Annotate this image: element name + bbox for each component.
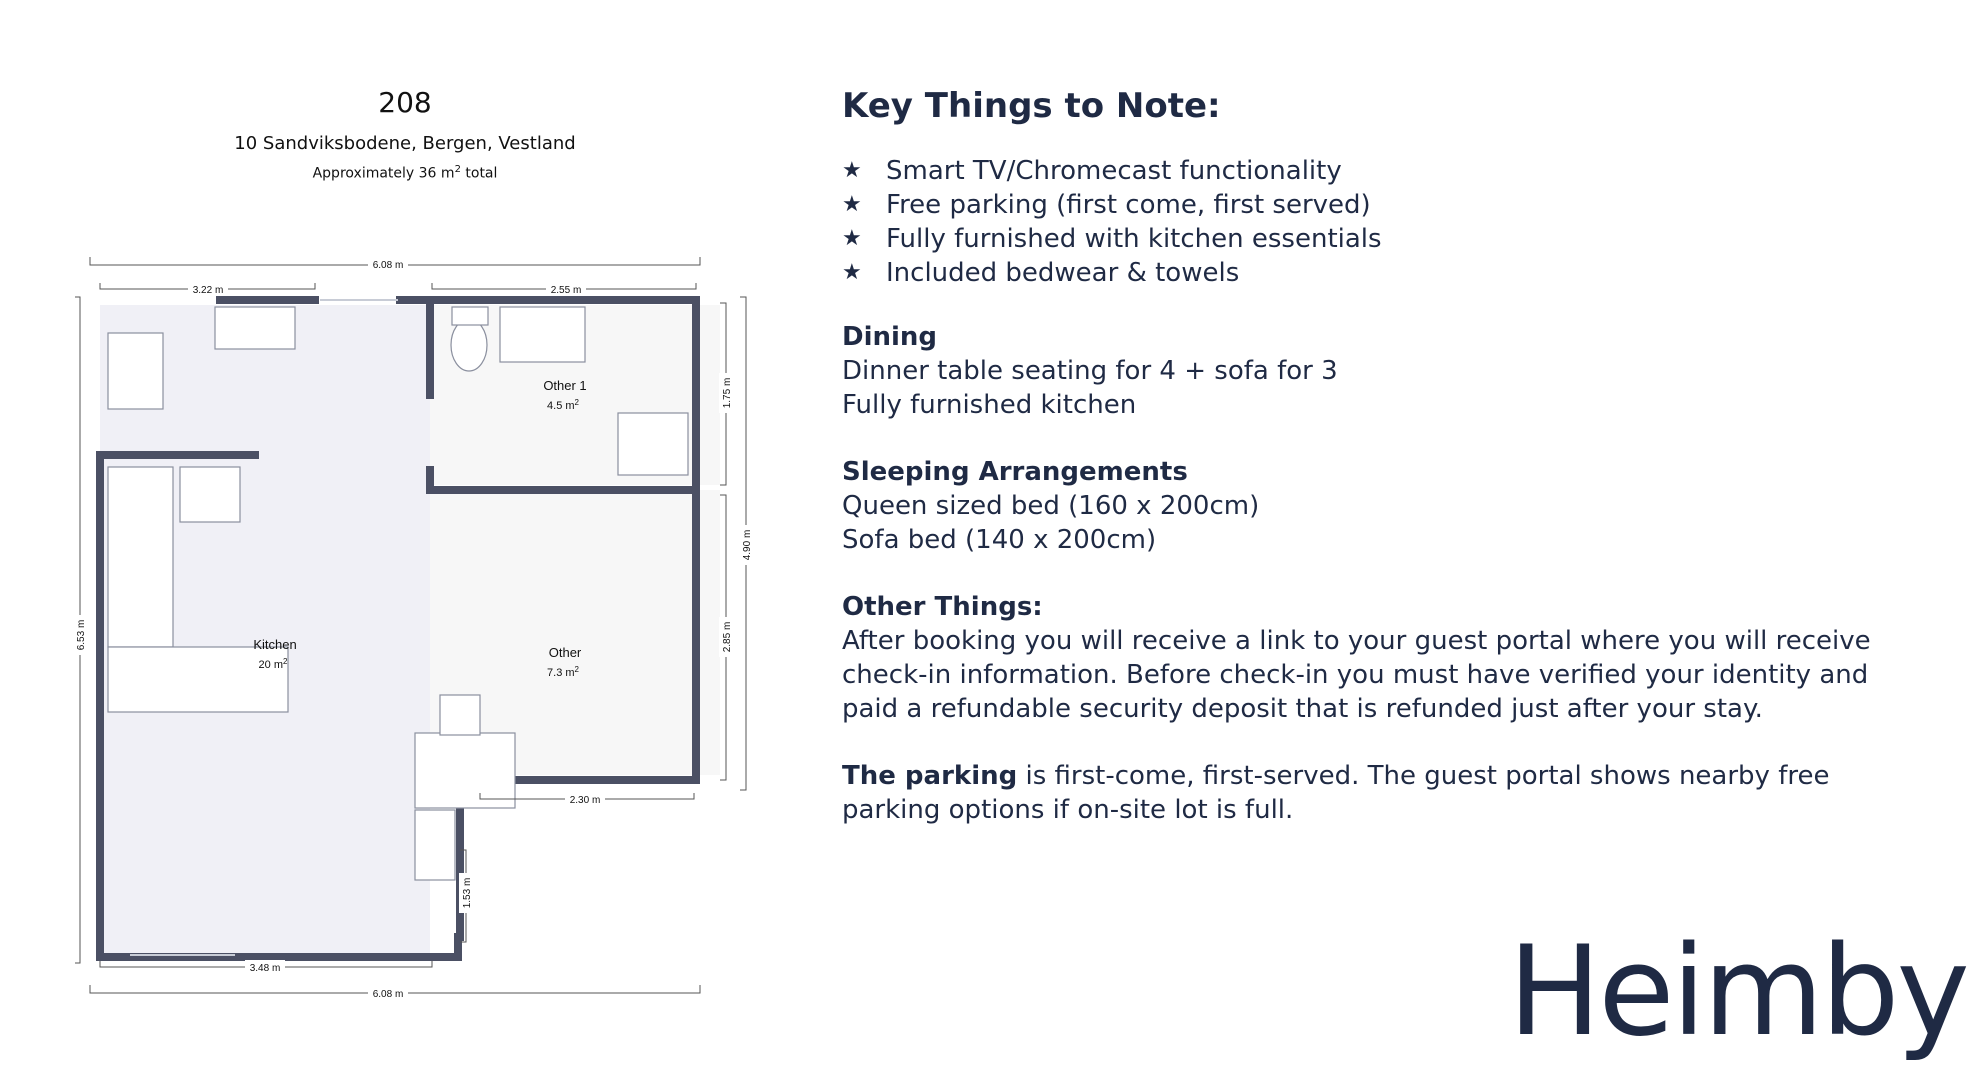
other1-area-value: 4.5 m bbox=[547, 400, 575, 412]
info-panel bbox=[842, 86, 1882, 827]
heimby-logo: Heimby bbox=[1508, 920, 1967, 1064]
toilet-tank bbox=[452, 307, 488, 325]
other-section bbox=[842, 590, 1882, 726]
kitchen-top-counter bbox=[215, 307, 295, 349]
other1-name: Other 1 bbox=[543, 378, 587, 393]
dining-section bbox=[842, 320, 1882, 422]
dim-right-total: 4.90 m bbox=[742, 529, 753, 561]
kitchen-area-value: 20 m bbox=[258, 659, 284, 671]
key-things-title: Key Things to Note: bbox=[842, 86, 1221, 126]
dining-title: Dining bbox=[842, 322, 938, 352]
cabinet bbox=[415, 810, 455, 880]
other-title: Other Things: bbox=[842, 592, 1043, 622]
dim-right-upper: 1.75 m bbox=[722, 377, 733, 409]
star-icon: ★ bbox=[842, 192, 862, 217]
kitchen-name: Kitchen bbox=[253, 637, 297, 652]
dim-bottom-total: 6.08 m bbox=[372, 989, 404, 1000]
parking-rest: is first-come, first-served. The guest portal shows nearby free parking options if on-site lot is full. bbox=[842, 761, 1830, 825]
unit-total-area bbox=[40, 164, 770, 182]
unit-number: 208 bbox=[378, 86, 432, 119]
star-icon: ★ bbox=[842, 158, 862, 183]
dining-line: Dinner table seating for 4 + sofa for 3 bbox=[842, 356, 1338, 386]
sleeping-line: Queen sized bed (160 x 200cm) bbox=[842, 491, 1260, 521]
sleeping-line: Sofa bed (140 x 200cm) bbox=[842, 525, 1157, 555]
wardrobe bbox=[415, 733, 515, 808]
dim-top-total: 6.08 m bbox=[372, 260, 404, 271]
sleeping-title: Sleeping Arrangements bbox=[842, 457, 1188, 487]
kitchen-sink-unit bbox=[180, 467, 240, 522]
sleeping-section bbox=[842, 455, 1882, 557]
star-icon: ★ bbox=[842, 260, 862, 285]
list-item bbox=[842, 188, 1882, 222]
chair bbox=[440, 695, 480, 735]
key-item-text: Included bedwear & towels bbox=[886, 258, 1240, 288]
other-name: Other bbox=[548, 645, 582, 660]
dim-bottom-inner: 3.48 m bbox=[249, 963, 281, 974]
other1-area-sup: 2 bbox=[574, 398, 579, 407]
kitchen-side-counter bbox=[108, 467, 173, 647]
shower bbox=[618, 413, 688, 475]
bathroom-counter bbox=[500, 307, 585, 362]
other-area-value: 7.3 m bbox=[547, 667, 575, 679]
kitchen-top-cabinets bbox=[108, 333, 163, 409]
star-icon: ★ bbox=[842, 226, 862, 251]
area-suffix: total bbox=[460, 165, 498, 182]
other-text: After booking you will receive a link to your guest portal where you will receive check-in information. Before check-in you must have verified your identity and paid a refundable security deposit that is refunded just after your stay. bbox=[842, 626, 1871, 724]
key-item-text: Fully furnished with kitchen essentials bbox=[886, 224, 1382, 254]
dining-line: Fully furnished kitchen bbox=[842, 390, 1137, 420]
kitchen-island bbox=[108, 647, 288, 712]
area-prefix: Approximately 36 m bbox=[312, 165, 455, 182]
dim-top-left: 3.22 m bbox=[192, 285, 224, 296]
floorplan-header bbox=[40, 86, 770, 182]
floorplan bbox=[60, 245, 780, 1045]
list-item bbox=[842, 256, 1882, 290]
other-area-sup: 2 bbox=[574, 665, 579, 674]
dim-right-lower: 2.85 m bbox=[722, 621, 733, 653]
key-things-list bbox=[842, 154, 1882, 290]
key-item-text: Free parking (first come, first served) bbox=[886, 190, 1371, 220]
list-item bbox=[842, 154, 1882, 188]
dim-notch-width: 2.30 m bbox=[569, 795, 601, 806]
parking-note bbox=[842, 759, 1882, 827]
key-item-text: Smart TV/Chromecast functionality bbox=[886, 156, 1342, 186]
dim-notch-height: 1.53 m bbox=[462, 877, 473, 909]
dim-left-total: 6.53 m bbox=[76, 619, 87, 651]
list-item bbox=[842, 222, 1882, 256]
toilet bbox=[451, 319, 487, 371]
unit-address: 10 Sandviksbodene, Bergen, Vestland bbox=[234, 133, 576, 154]
parking-bold: The parking bbox=[842, 761, 1018, 791]
dim-top-right: 2.55 m bbox=[550, 285, 582, 296]
kitchen-area-sup: 2 bbox=[283, 657, 288, 666]
area-sup: 2 bbox=[454, 164, 461, 175]
